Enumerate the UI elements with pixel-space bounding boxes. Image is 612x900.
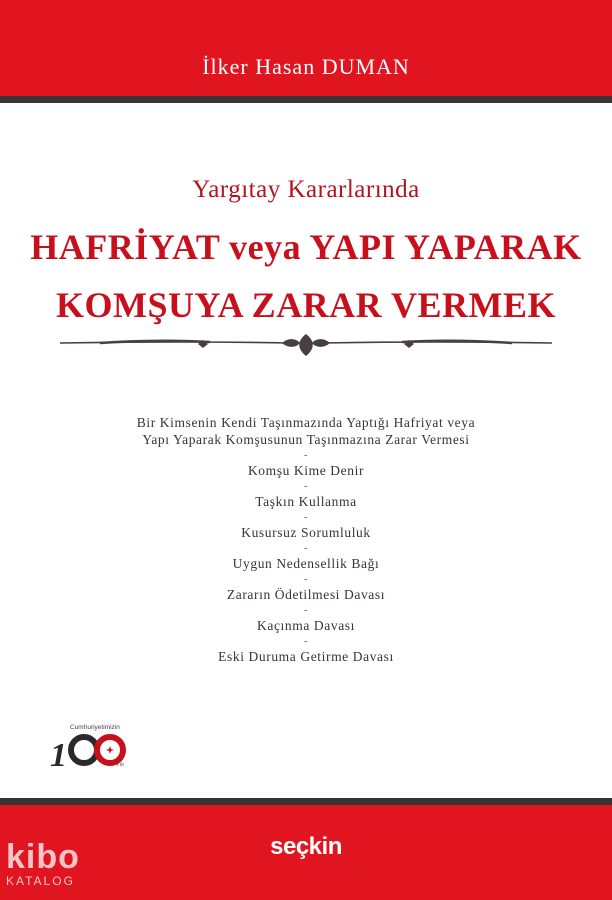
- book-title-line-2: KOMŞUYA ZARAR VERMEK: [55, 285, 557, 325]
- logo-bottom-text: Yılı: [116, 762, 124, 768]
- topic-separator: -: [303, 511, 309, 523]
- topic-item: Zararın Ödetilmesi Davası: [226, 587, 386, 602]
- topic-list: [0, 414, 612, 665]
- topic-item: Uygun Nedensellik Bağı: [232, 556, 380, 571]
- svg-text:1: 1: [50, 737, 67, 772]
- topic-item: Yapı Yaparak Komşusunun Taşınmazına Zarar Vermesi: [142, 432, 470, 447]
- topic-item: Bir Kimsenin Kendi Taşınmazında Yaptığı Hafriyat veya: [136, 415, 476, 430]
- top-red-band: [0, 0, 612, 96]
- topic-separator: -: [303, 542, 309, 554]
- watermark-main: kibo: [6, 838, 80, 876]
- topic-item: Eski Duruma Getirme Davası: [218, 649, 394, 664]
- watermark: [6, 840, 80, 888]
- topic-item: Taşkın Kullanma: [255, 494, 357, 509]
- logo-top-text: Cumhuriyetimizin: [70, 724, 120, 731]
- topic-item: Komşu Kime Denir: [247, 463, 365, 478]
- topic-separator: -: [303, 573, 309, 585]
- book-title-line-1: HAFRİYAT veya YAPI YAPARAK: [30, 227, 582, 267]
- bottom-dark-stripe: [0, 798, 612, 805]
- publisher-logo: seçkin: [270, 833, 342, 860]
- topic-separator: -: [303, 480, 309, 492]
- topic-separator: -: [303, 449, 309, 461]
- watermark-sub: KATALOG: [6, 874, 75, 888]
- book-subtitle: Yargıtay Kararlarında: [192, 176, 420, 203]
- topic-separator: -: [303, 604, 309, 616]
- topic-item: Kusursuz Sorumluluk: [241, 525, 371, 540]
- topic-separator: -: [303, 635, 309, 647]
- top-dark-stripe: [0, 96, 612, 103]
- topic-item: Kaçınma Davası: [257, 618, 355, 633]
- ornament-divider: [60, 330, 552, 360]
- author-name: İlker Hasan DUMAN: [202, 54, 410, 79]
